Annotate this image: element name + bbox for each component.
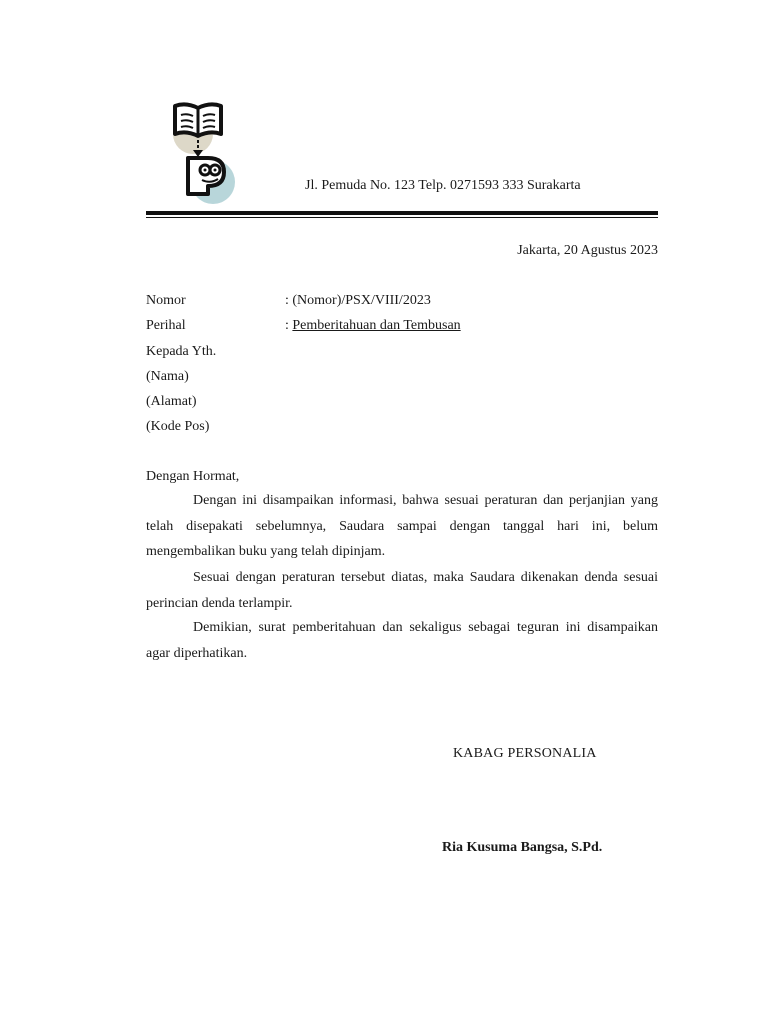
recipient-address: (Alamat) <box>146 394 197 409</box>
body-paragraph-2 <box>146 565 658 616</box>
body-paragraph-1-text: Dengan ini disampaikan informasi, bahwa sesuai peraturan dan perjanjian yang telah disepakati sebelumnya, Saudara sampai dengan tanggal hari ini, belum mengembalikan buku yang telah dipinjam. <box>146 493 658 559</box>
salutation: Dengan Hormat, <box>146 469 240 484</box>
nomor-label: Nomor <box>146 293 186 308</box>
signature-name: Ria Kusuma Bangsa, S.Pd. <box>442 840 603 855</box>
perihal-subject: Pemberitahuan dan Tembusan <box>292 318 461 333</box>
perihal-value-row <box>285 317 461 335</box>
body-paragraph-2-text: Sesuai dengan peraturan tersebut diatas, maka Saudara dikenakan denda sesuai perincian denda terlampir. <box>146 570 658 611</box>
nomor-value: : (Nomor)/PSX/VIII/2023 <box>285 293 431 308</box>
letterhead-address: Jl. Pemuda No. 123 Telp. 0271593 333 Surakarta <box>305 178 581 193</box>
library-logo-icon <box>168 100 240 208</box>
letterhead-divider-thin <box>146 217 658 218</box>
recipient-postal-code: (Kode Pos) <box>146 419 210 434</box>
perihal-label: Perihal <box>146 318 186 333</box>
recipient-name: (Nama) <box>146 369 189 384</box>
recipient-greeting: Kepada Yth. <box>146 344 217 359</box>
signature-position: KABAG PERSONALIA <box>453 746 597 761</box>
body-paragraph-3 <box>146 615 658 666</box>
letter-date: Jakarta, 20 Agustus 2023 <box>517 243 658 258</box>
body-paragraph-1 <box>146 488 658 565</box>
letterhead-divider-thick <box>146 211 658 215</box>
body-paragraph-3-text: Demikian, surat pemberitahuan dan sekaligus sebagai teguran ini disampaikan agar diperhatikan. <box>146 620 658 661</box>
perihal-colon: : <box>285 318 293 333</box>
